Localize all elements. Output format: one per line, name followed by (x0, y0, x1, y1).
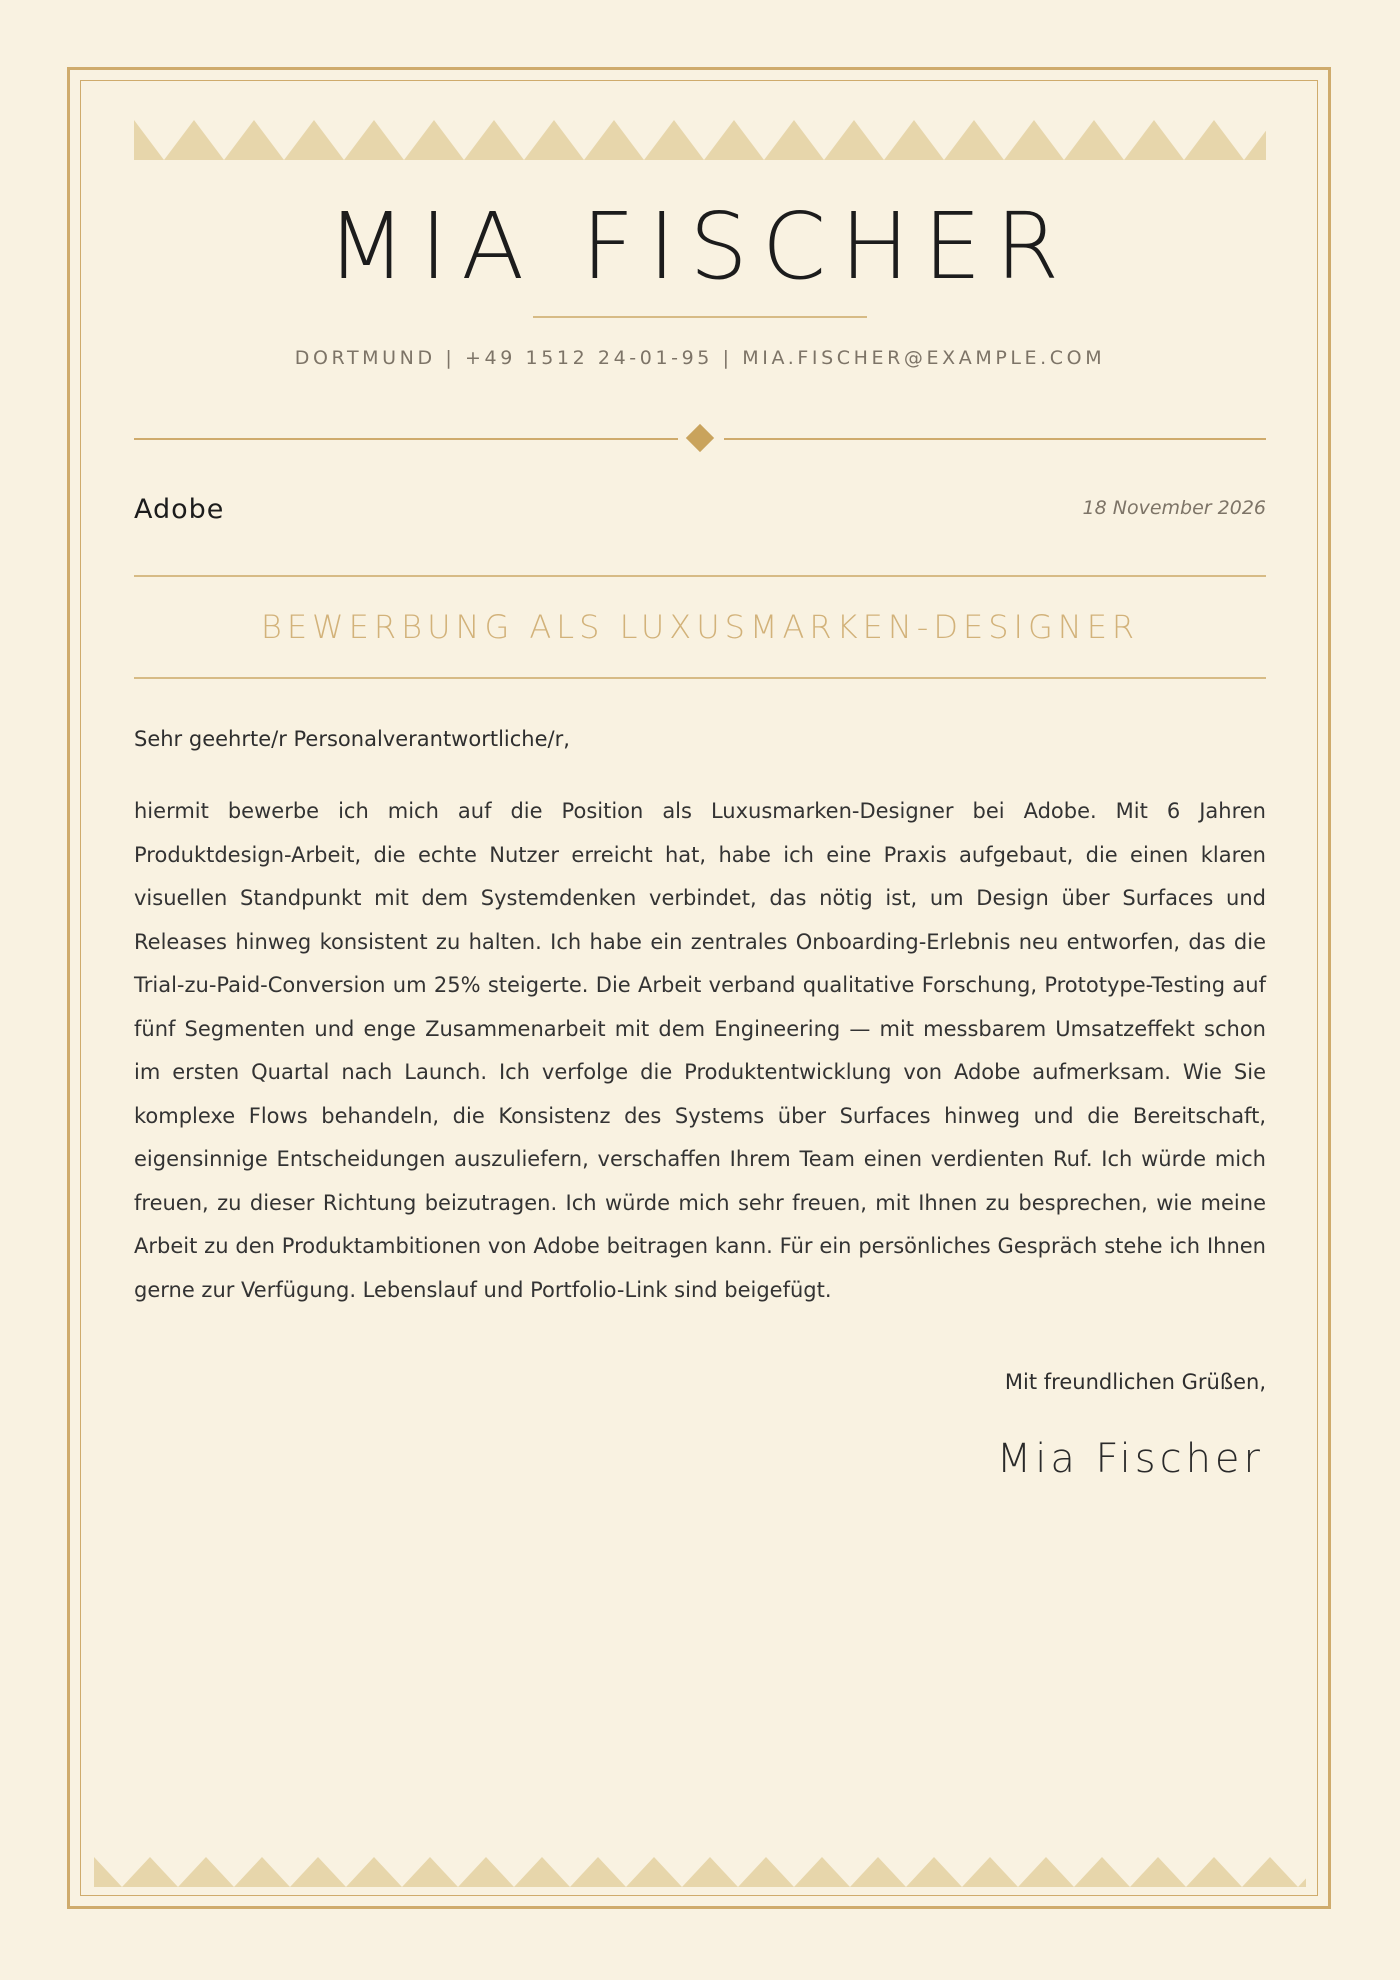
signature: Mia Fischer (996, 1436, 1264, 1482)
salutation: Sehr geehrte/r Personalverantwortliche/r, (134, 727, 570, 751)
applicant-name: MIA FISCHER (326, 193, 1074, 300)
name-underline (533, 316, 867, 318)
letter-body: hiermit bewerbe ich mich auf die Position als Luxusmarken-Designer bei Adobe. Mit 6 Jahren Produktdesign-Arbeit, die echte Nutzer erreicht hat, habe ich eine Praxis aufgebaut, die einen klaren visuellen Standpunkt mit dem Systemdenken verbindet, das nötig ist, um Design über Surfaces und Releases hinweg konsistent zu halten. Ich habe ein zentrales Onboarding-Erlebnis neu entworfen, das die Trial-zu-Paid-Conversion um 25% steigerte. Die Arbeit verband qualitative Forschung, Prototype-Testing auf fünf Segmenten und enge Zusammenarbeit mit dem Engineering — mit messbarem Umsatzeffekt schon im ersten Quartal nach Launch. Ich verfolge die Produktentwicklung von Adobe aufmerksam. Wie Sie komplexe Flows behandeln, die Konsistenz des Systems über Surfaces hinweg und die Bereitschaft, eigensinnige Entscheidungen auszuliefern, verschaffen Ihrem Team einen verdienten Ruf. Ich würde mich freuen, zu dieser Richtung beizutragen. Ich würde mich sehr freuen, mit Ihnen zu besprechen, wie meine Arbeit zu den Produktambitionen von Adobe beitragen kann. Für ein persönliches Gespräch stehe ich Ihnen gerne zur Verfügung. Lebenslauf und Portfolio-Link sind beigefügt. (134, 799, 1266, 1302)
contact-line: DORTMUND | +49 1512 24-01-95 | MIA.FISCHER@EXAMPLE.COM (294, 347, 1106, 369)
subject-rule-top (134, 575, 1266, 577)
recipient-company: Adobe (134, 494, 225, 525)
divider-line-left (134, 438, 678, 440)
letter-subject: BEWERBUNG ALS LUXUSMARKEN-DESIGNER (260, 608, 1140, 646)
letter-date: 18 November 2026 (1082, 497, 1266, 519)
decorative-pattern-top (134, 120, 1266, 160)
subject-rule-bottom (134, 677, 1266, 679)
decorative-pattern-bottom (94, 1857, 1306, 1887)
divider-line-right (724, 438, 1266, 440)
closing-phrase: Mit freundlichen Grüßen, (1004, 1370, 1266, 1394)
